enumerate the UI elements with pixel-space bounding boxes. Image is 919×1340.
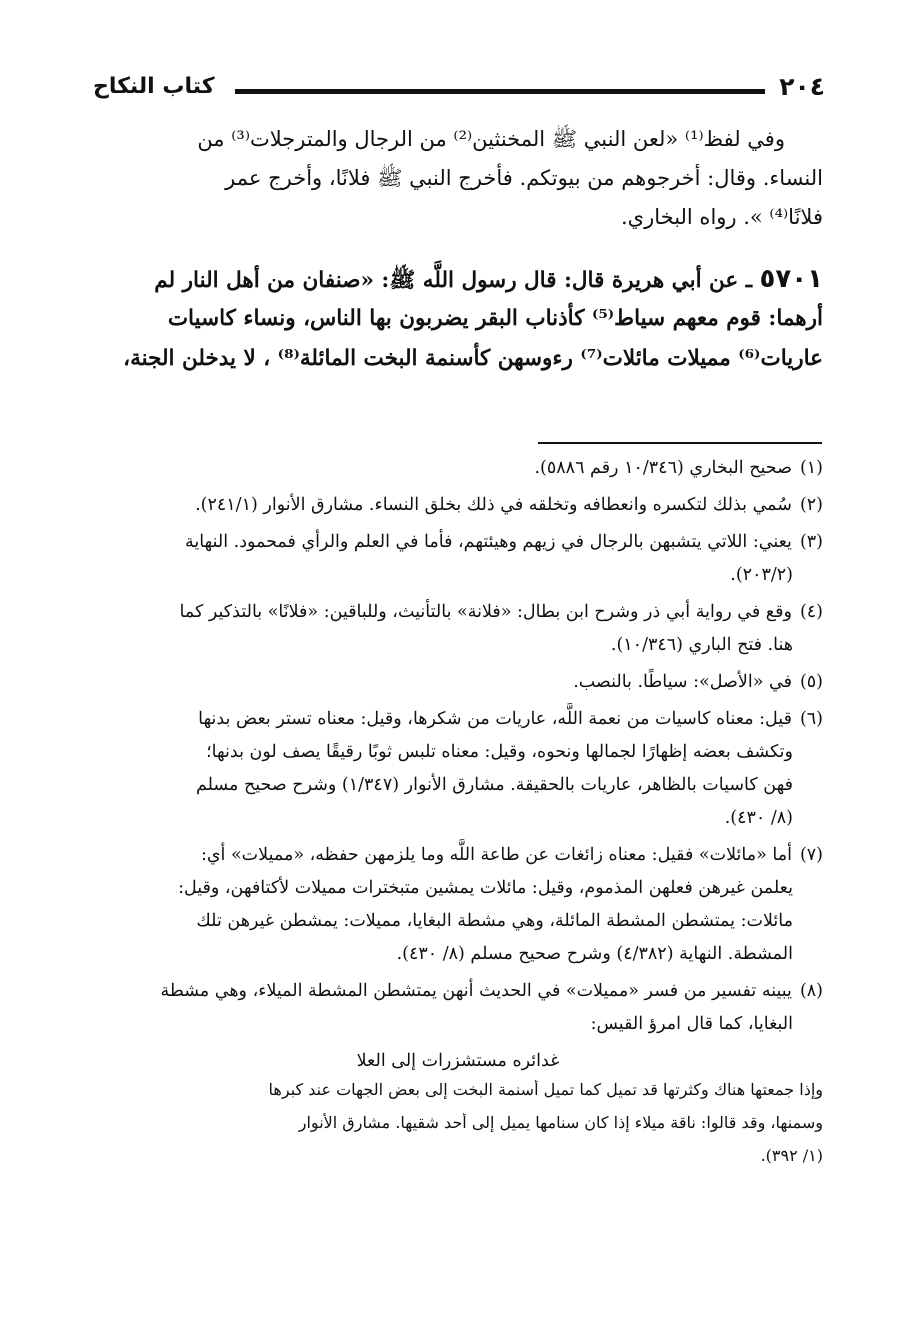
footnote-text: أما «مائلات» فقيل: معناه زائغات عن طاعة اللَّه وما يلزمهن حفظه، «مميلات» أي:: [200, 845, 792, 865]
footnote-2: [93, 489, 823, 522]
footnote-text: البغايا، كما قال امرؤ القيس:: [590, 1014, 793, 1034]
footnote-number: (٦): [799, 709, 823, 729]
header-rule: [235, 89, 765, 94]
book-title: كتاب النكاح: [93, 74, 215, 99]
footnote-number: (٨): [799, 981, 823, 1001]
page-header: [93, 70, 827, 110]
footnote-text: وقع في رواية أبي ذر وشرح ابن بطال: «فلانة» بالتأنيث، وللباقين: «فلانًا» بالتذكير كما: [179, 602, 792, 622]
footnote-number: (٤): [799, 602, 823, 622]
footnote-text: وإذا جمعتها هناك وكثرتها قد تميل كما تميل أسنمة البخت إلى بعض الجهات عند كبرها: [268, 1080, 823, 1099]
hadith-first-line: ٥٧٠١ ـ عن أبي هريرة قال: قال رسول اللَّه ﷺ: «صنفان من أهل النار لم: [154, 264, 823, 294]
footnote-4: [93, 596, 823, 662]
footnote-text: مائلات: يمتشطن المشطة المائلة، وهي مشطة البغايا، مميلات: يمشطن غيرهن تلك: [196, 911, 793, 931]
footnote-separator: [538, 442, 822, 444]
hadith-line: عن أبي هريرة قال: قال رسول اللَّه ﷺ: «صنفان من أهل النار لم: [154, 268, 739, 293]
footnote-6: [93, 703, 823, 835]
footnote-7: [93, 839, 823, 971]
main-text: [93, 120, 823, 379]
footnote-text: وسمنها، وقد قالوا: ناقة ميلاء إذا كان سنامها يميل إلى أحد شقيها. مشارق الأنوار: [298, 1113, 823, 1132]
footnote-1: [93, 452, 823, 485]
footnote-text: يعني: اللاتي يتشبهن بالرجال في زيهم وهيئتهم، فأما في العلم والرأي فمحمود. النهاية: [184, 532, 792, 552]
footnotes: [93, 452, 823, 1179]
text-line: وفي لفظ⁽¹⁾ «لعن النبي ﷺ المخنثين⁽²⁾ من الرجال والمترجلات⁽³⁾ من: [197, 127, 785, 151]
footnote-3: [93, 526, 823, 592]
footnote-text: (٨/ ٤٣٠).: [724, 808, 793, 828]
hadith-line: أرهما: قوم معهم سياط⁽⁵⁾ كأذناب البقر يضربون بها الناس، ونساء كاسيات: [167, 306, 823, 331]
hadith-line: عاريات⁽⁶⁾ مميلات مائلات⁽⁷⁾ رءوسهن كأسنمة البخت المائلة⁽⁸⁾ ، لا يدخلن الجنة،: [123, 346, 823, 371]
footnote-number: (٧): [799, 845, 823, 865]
footnote-text: يعلمن غيرهن فعلهن المذموم، وقيل: مائلات يمشين متبخترات مميلات لأكتافهن، وقيل:: [178, 878, 793, 898]
footnote-number: (٣): [799, 532, 823, 552]
footnote-text: (١/ ٣٩٢).: [760, 1146, 823, 1165]
footnote-text: سُمي بذلك لتكسره وانعطافه وتخلقه في ذلك بخلق النساء. مشارق الأنوار (٢٤١/١).: [195, 495, 792, 515]
footnote-number: (١): [799, 458, 823, 478]
footnote-number: (٢): [799, 495, 823, 515]
footnote-8-continuation: [93, 1080, 823, 1179]
footnote-text: المشطة. النهاية (٤/٣٨٢) وشرح صحيح مسلم (٨/ ٤٣٠).: [396, 944, 793, 964]
page-number: ٢٠٤: [779, 72, 825, 101]
footnote-text: قيل: معناه كاسيات من نعمة اللَّه، عاريات من شكرها، وقيل: معناه تستر بعض بدنها: [198, 709, 792, 729]
footnote-text: هنا. فتح الباري (١٠/٣٤٦).: [610, 635, 793, 655]
hadith-number: ٥٧٠١: [759, 264, 823, 294]
footnote-text: في «الأصل»: سياطًا. بالنصب.: [573, 672, 792, 692]
footnote-text: وتكشف بعضه إظهارًا لجمالها ونحوه، وقيل: معناه تلبس ثوبًا رقيقًا يصف لون بدنها؛: [206, 742, 793, 762]
poetry-verse: غدائره مستشزرات إلى العلا: [356, 1051, 560, 1071]
footnote-5: [93, 666, 823, 699]
footnote-number: (٥): [799, 672, 823, 692]
footnote-text: يبينه تفسير من فسر «مميلات» في الحديث أنهن يمتشطن المشطة الميلاء، وهي مشطة: [160, 981, 792, 1001]
hadith-5701: [93, 259, 823, 379]
footnote-text: صحيح البخاري (١٠/٣٤٦ رقم ٥٨٨٦).: [534, 458, 792, 478]
footnote-text: (٢٠٣/٢).: [730, 565, 793, 585]
footnote-text: فهن كاسيات بالظاهر، عاريات بالحقيقة. مشارق الأنوار (١/٣٤٧) وشرح صحيح مسلم: [195, 775, 793, 795]
footnote-8: [93, 975, 823, 1041]
text-line: النساء. وقال: أخرجوهم من بيوتكم. فأخرج النبي ﷺ فلانًا، وأخرج عمر: [225, 166, 823, 190]
text-line: فلانًا⁽⁴⁾ ». رواه البخاري.: [620, 205, 823, 229]
